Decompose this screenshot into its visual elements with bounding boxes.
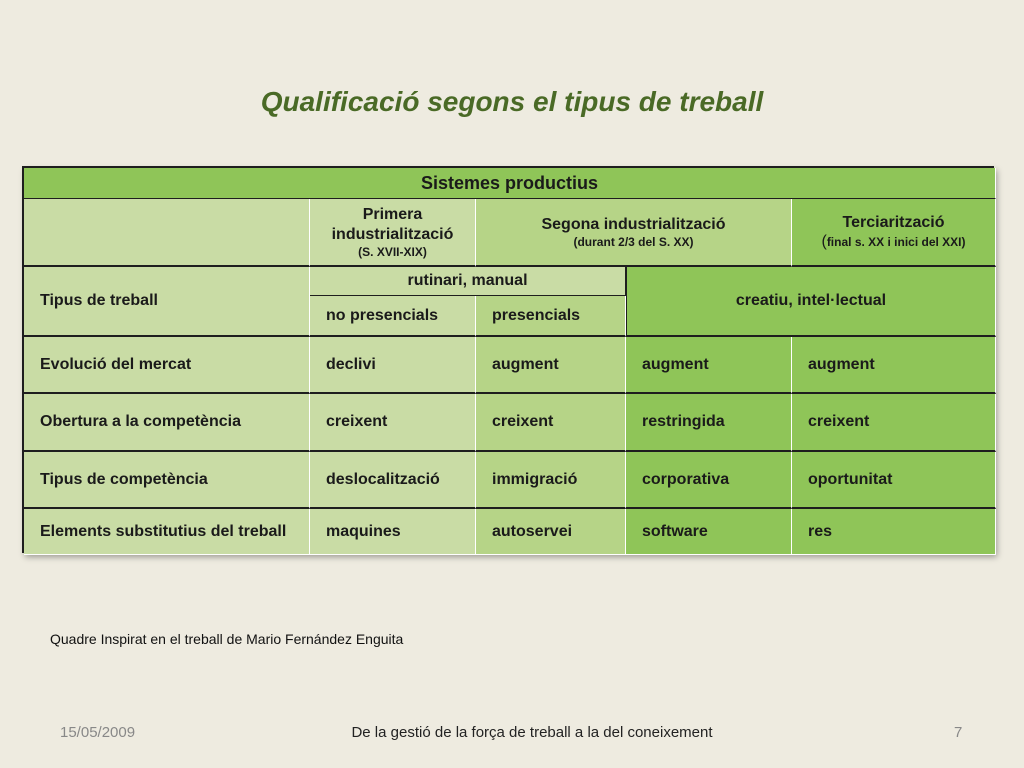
- table-header: Sistemes productius: [24, 168, 996, 199]
- cell-tipuscomp-terciaritzacio-a: corporativa: [626, 452, 792, 509]
- cell-evolucio-terciaritzacio-b: augment: [792, 337, 996, 394]
- qualification-table: [22, 166, 994, 553]
- col-header-terciaritzacio-paren: (: [821, 233, 827, 250]
- row-label-tipus-competencia: Tipus de competència: [24, 452, 310, 509]
- cell-tipuscomp-primera: deslocalització: [310, 452, 476, 509]
- col-header-primera: [310, 199, 476, 267]
- cell-presencials: presencials: [476, 296, 626, 337]
- cell-obertura-primera: creixent: [310, 394, 476, 452]
- col-header-segona-name: Segona industrialització: [541, 216, 726, 233]
- cell-evolucio-segona: augment: [476, 337, 626, 394]
- col-header-segona-sub: (durant 2/3 del S. XX): [573, 235, 694, 249]
- source-credit: Quadre Inspirat en el treball de Mario Fernández Enguita: [50, 631, 404, 647]
- cell-elements-terciaritzacio-a: software: [626, 509, 792, 555]
- row-label-obertura-competencia: Obertura a la competència: [24, 394, 310, 452]
- cell-obertura-segona: creixent: [476, 394, 626, 452]
- col-header-primera-sub: (S. XVII-XIX): [358, 245, 427, 259]
- cell-tipuscomp-terciaritzacio-b: oportunitat: [792, 452, 996, 509]
- row-label-elements-substitutius: Elements substitutius del treball: [24, 509, 310, 555]
- col-header-segona: [476, 199, 792, 267]
- col-header-terciaritzacio: [792, 199, 996, 267]
- row-label-evolucio-mercat: Evolució del mercat: [24, 337, 310, 394]
- cell-obertura-terciaritzacio-a: restringida: [626, 394, 792, 452]
- cell-evolucio-terciaritzacio-a: augment: [626, 337, 792, 394]
- cell-obertura-terciaritzacio-b: creixent: [792, 394, 996, 452]
- cell-no-presencials: no presencials: [310, 296, 476, 337]
- col-header-terciaritzacio-sub: final s. XX i inici del XXI): [826, 235, 966, 249]
- cell-elements-terciaritzacio-b: res: [792, 509, 996, 555]
- cell-creatiu-intellectual: creatiu, intel·lectual: [626, 267, 996, 337]
- cell-evolucio-primera: declivi: [310, 337, 476, 394]
- cell-elements-primera: maquines: [310, 509, 476, 555]
- footer-title: De la gestió de la força de treball a la del coneixement: [351, 724, 713, 741]
- col-header-primera-name: Primera industrialització: [331, 206, 454, 243]
- row-label-tipus-treball: Tipus de treball: [24, 267, 310, 337]
- col-header-terciaritzacio-subline: [821, 233, 965, 251]
- footer-date: 15/05/2009: [60, 724, 136, 741]
- cell-rutinari-manual: rutinari, manual: [310, 267, 626, 296]
- cell-elements-segona: autoservei: [476, 509, 626, 555]
- footer-page-number: 7: [954, 724, 963, 741]
- cell-tipuscomp-segona: immigració: [476, 452, 626, 509]
- slide-title: Qualificació segons el tipus de treball: [260, 86, 764, 117]
- col-header-terciaritzacio-name: Terciarització: [842, 214, 945, 231]
- empty-corner-cell: [24, 199, 310, 267]
